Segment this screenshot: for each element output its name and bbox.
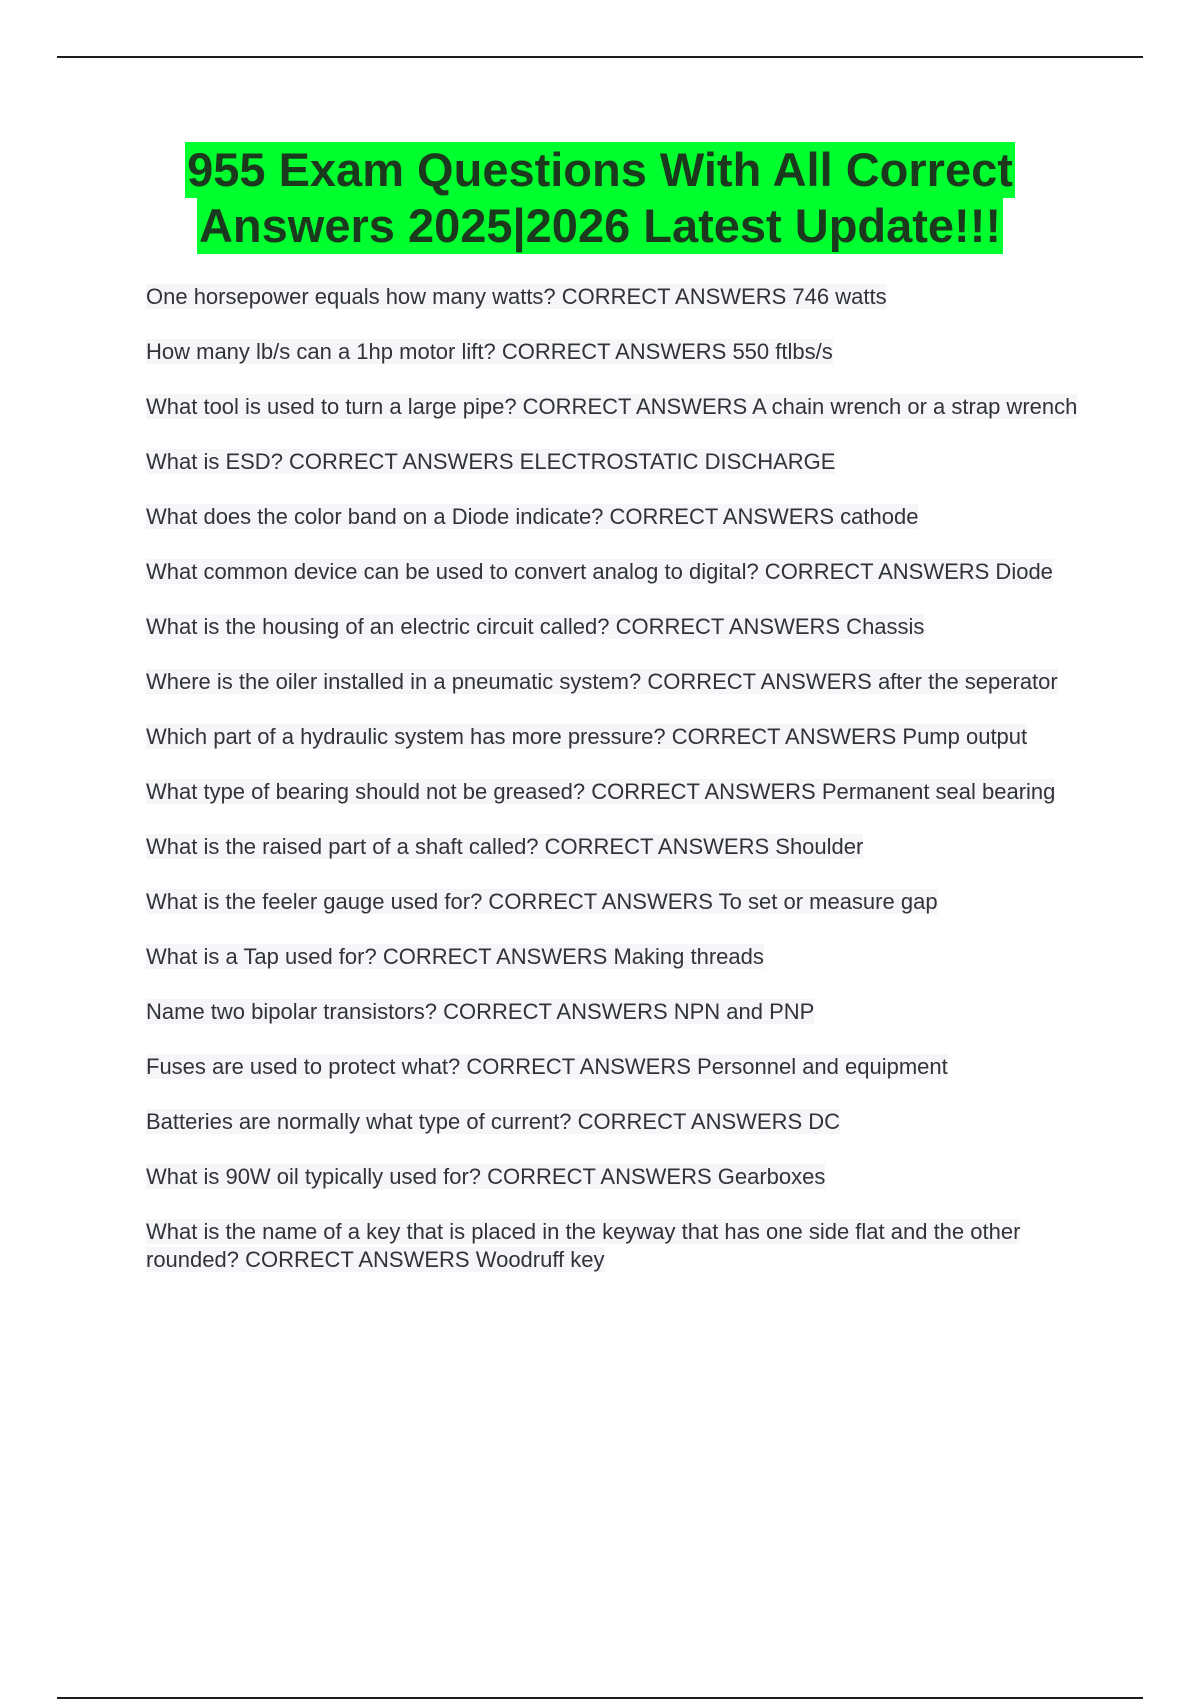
qa-item: What is the raised part of a shaft called? CORRECT ANSWERS Shoulder — [146, 834, 864, 859]
qa-item: What is 90W oil typically used for? CORRECT ANSWERS Gearboxes — [146, 1164, 826, 1189]
qa-item: What is the feeler gauge used for? CORRECT ANSWERS To set or measure gap — [146, 889, 938, 914]
qa-item: Name two bipolar transistors? CORRECT ANSWERS NPN and PNP — [146, 999, 815, 1024]
header-rule — [57, 56, 1143, 58]
qa-item: What type of bearing should not be greased? CORRECT ANSWERS Permanent seal bearing — [146, 779, 1056, 804]
qa-list — [146, 283, 1086, 1301]
footer-rule — [57, 1697, 1143, 1699]
qa-item: One horsepower equals how many watts? CORRECT ANSWERS 746 watts — [146, 284, 887, 309]
qa-item: Batteries are normally what type of current? CORRECT ANSWERS DC — [146, 1109, 841, 1134]
qa-item: How many lb/s can a 1hp motor lift? CORRECT ANSWERS 550 ftlbs/s — [146, 339, 833, 364]
qa-item: What tool is used to turn a large pipe? CORRECT ANSWERS A chain wrench or a strap wrench — [146, 394, 1078, 419]
qa-item: Where is the oiler installed in a pneumatic system? CORRECT ANSWERS after the seperator — [146, 669, 1058, 694]
qa-item: What does the color band on a Diode indicate? CORRECT ANSWERS cathode — [146, 504, 919, 529]
document-title — [0, 142, 1200, 254]
qa-item: What is the housing of an electric circuit called? CORRECT ANSWERS Chassis — [146, 614, 925, 639]
title-line-1: 955 Exam Questions With All Correct — [187, 143, 1013, 196]
title-line-2: Answers 2025|2026 Latest Update!!! — [198, 199, 1002, 252]
qa-item: What common device can be used to convert analog to digital? CORRECT ANSWERS Diode — [146, 559, 1053, 584]
qa-item: What is a Tap used for? CORRECT ANSWERS Making threads — [146, 944, 764, 969]
qa-item: What is the name of a key that is placed in the keyway that has one side flat and the other rounded? CORRECT ANSWERS Woodruff key — [146, 1219, 1021, 1272]
qa-item: What is ESD? CORRECT ANSWERS ELECTROSTATIC DISCHARGE — [146, 449, 836, 474]
qa-item: Which part of a hydraulic system has more pressure? CORRECT ANSWERS Pump output — [146, 724, 1028, 749]
qa-item: Fuses are used to protect what? CORRECT ANSWERS Personnel and equipment — [146, 1054, 948, 1079]
